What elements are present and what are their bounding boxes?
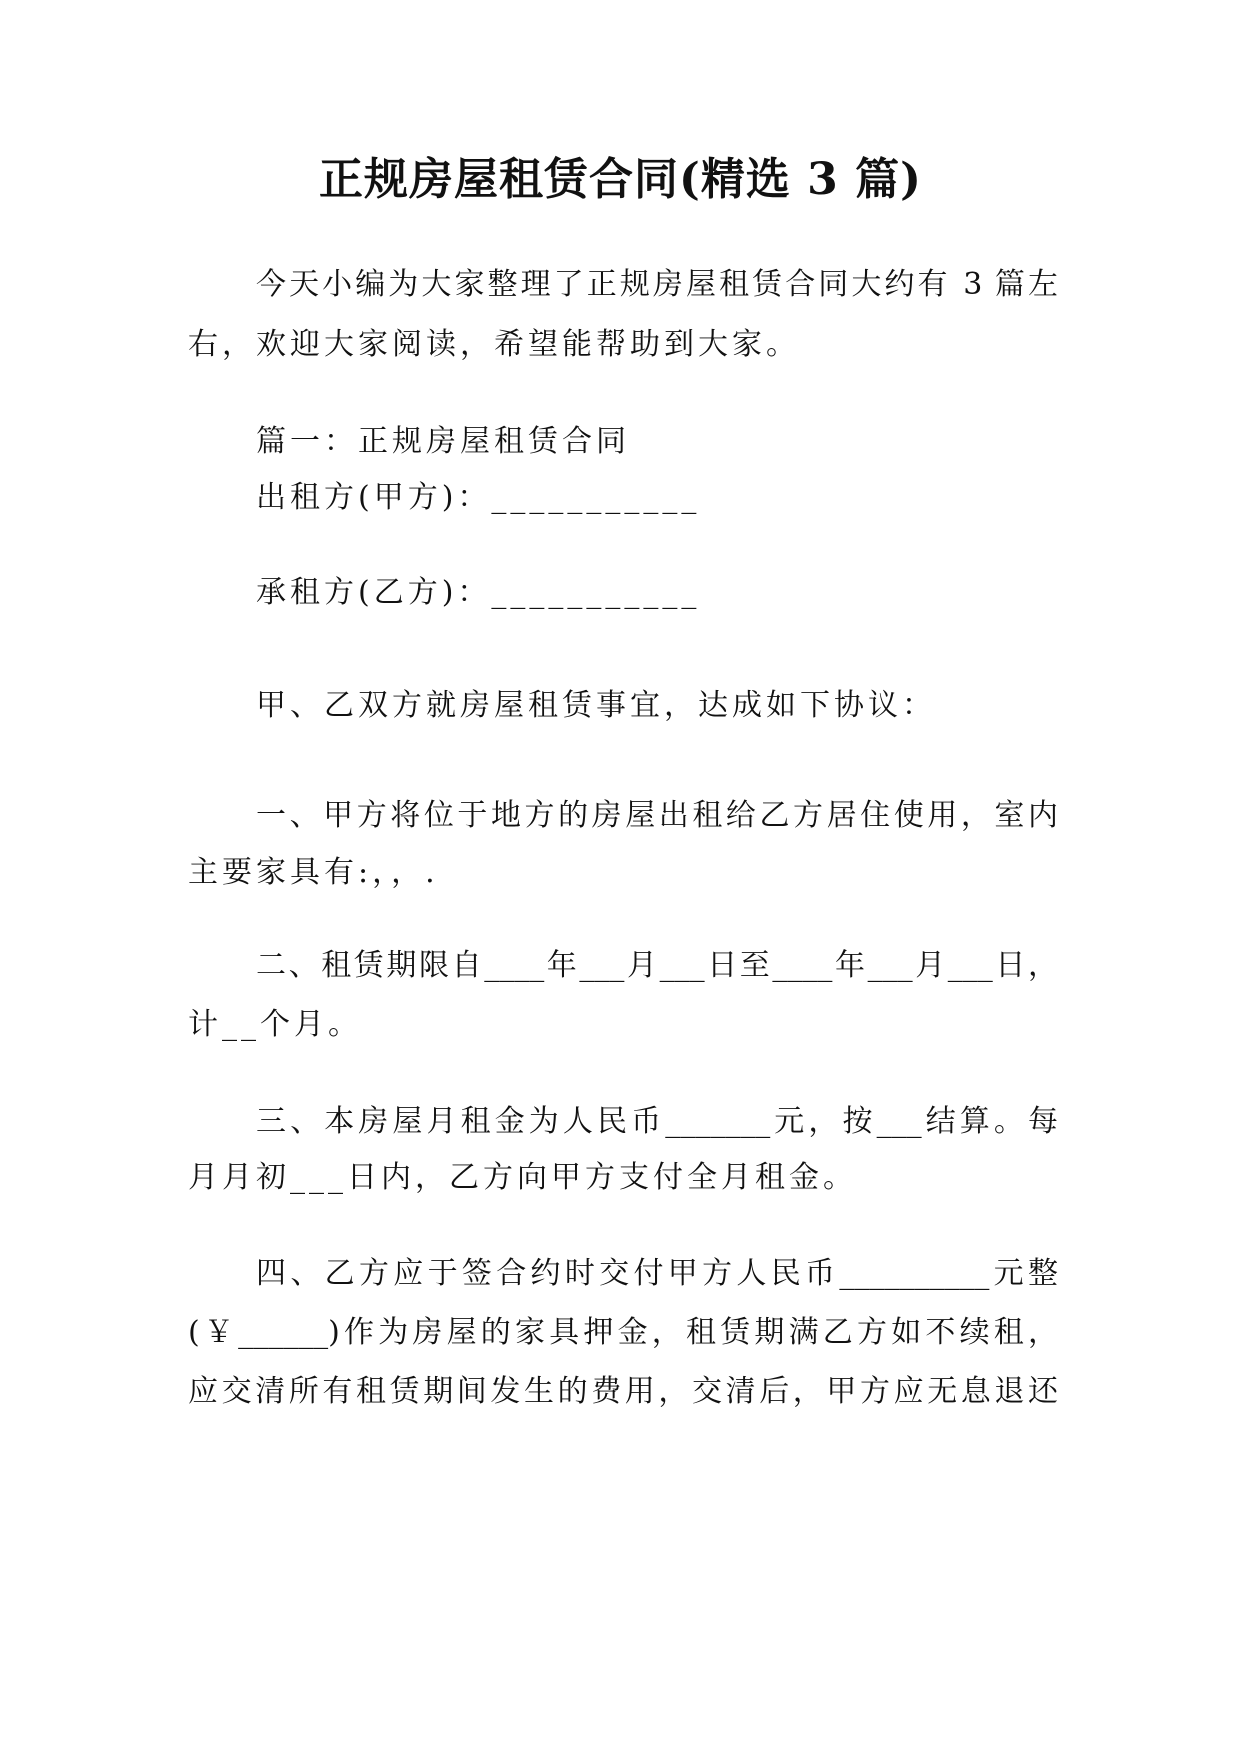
- section-heading: 篇一：正规房屋租赁合同: [256, 424, 630, 459]
- lessee-field: 承租方(乙方)：___________: [256, 575, 701, 610]
- intro-line-2: 右，欢迎大家阅读，希望能帮助到大家。: [188, 327, 800, 362]
- clause-4-line-3: 应交清所有租赁期间发生的费用，交清后，甲方应无息退还: [188, 1374, 1058, 1409]
- clause-3-line-2: 月月初___日内，乙方向甲方支付全月租金。: [188, 1160, 857, 1195]
- clause-1-line-1: 一、甲方将位于地方的房屋出租给乙方居住使用，室内: [256, 798, 1058, 833]
- clause-1-line-2: 主要家具有:，，.: [188, 855, 439, 890]
- intro-line-1: 今天小编为大家整理了正规房屋租赁合同大约有 3 篇左: [256, 267, 1058, 302]
- lessor-field: 出租方(甲方)：___________: [256, 480, 701, 515]
- clause-3-line-1: 三、本房屋月租金为人民币_______元，按___结算。每: [256, 1104, 1058, 1139]
- clause-2-line-2: 计__个月。: [188, 1007, 362, 1042]
- clause-4-line-2: (￥______)作为房屋的家具押金，租赁期满乙方如不续租，: [188, 1315, 1058, 1350]
- agreement-intro: 甲、乙双方就房屋租赁事宜，达成如下协议：: [256, 688, 936, 723]
- clause-4-line-1: 四、乙方应于签合约时交付甲方人民币__________元整: [256, 1256, 1058, 1291]
- clause-2-line-1: 二、租赁期限自____年___月___日至____年___月___日，: [256, 948, 1058, 983]
- document-title: 正规房屋租赁合同(精选 3 篇): [319, 154, 922, 205]
